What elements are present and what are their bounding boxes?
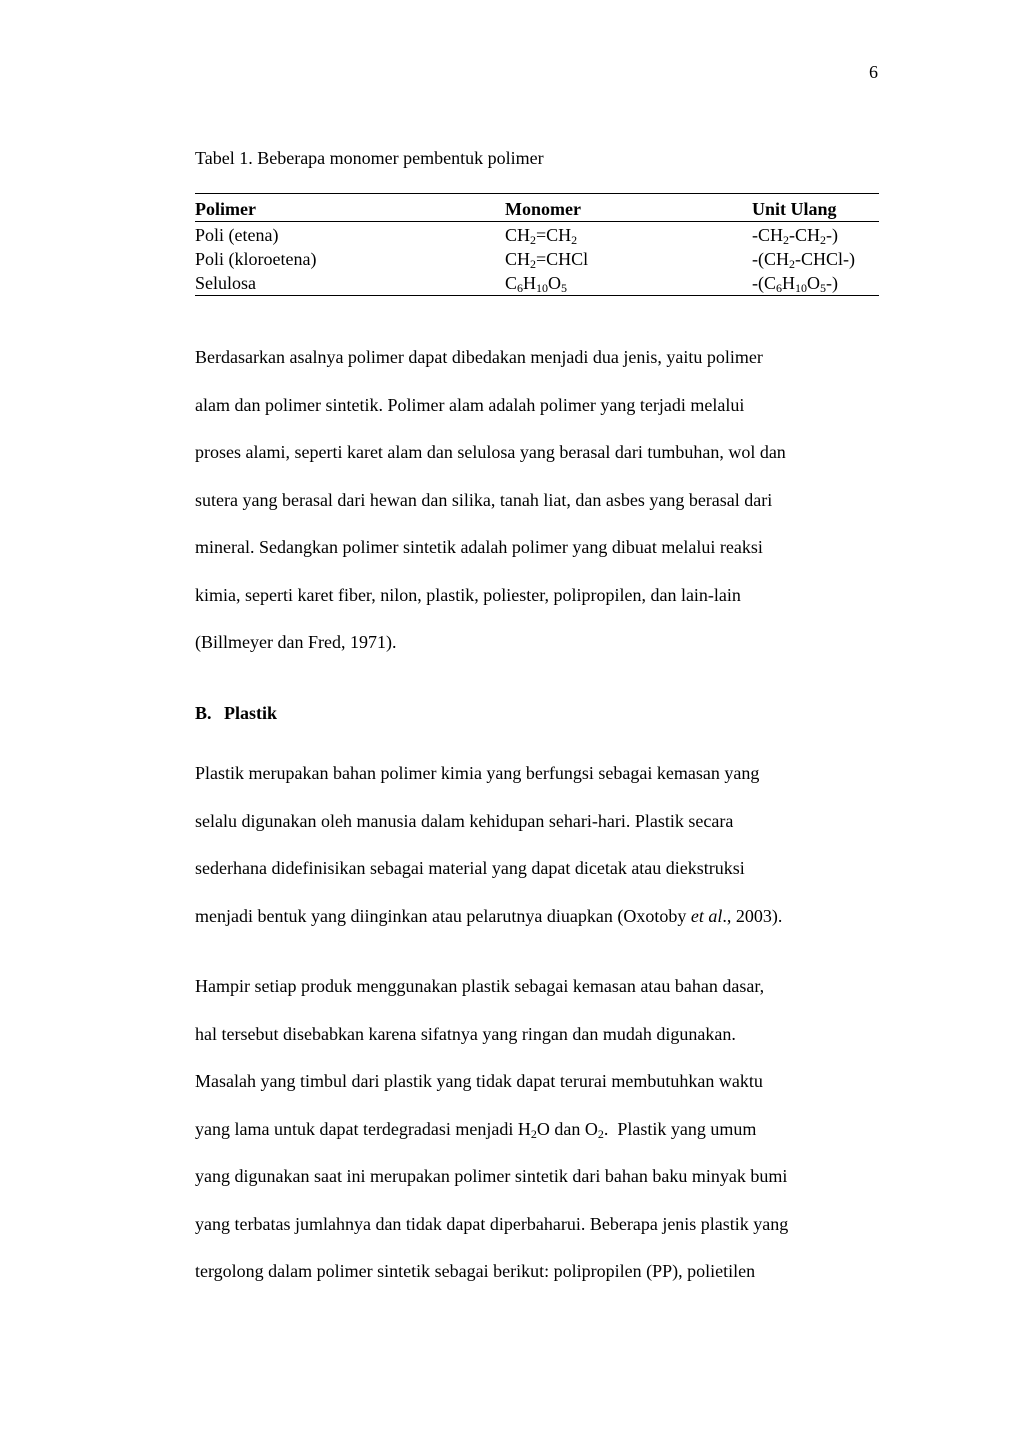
monomer-table: [195, 193, 879, 296]
paragraph-plastik-produk: [195, 975, 885, 1308]
table-row: [195, 271, 879, 296]
paragraph-line: yang terbatas jumlahnya dan tidak dapat diperbaharui. Beberapa jenis plastik yang: [195, 1213, 789, 1234]
paragraph-polimer-asal: [195, 346, 885, 679]
cell-unit-ulang: $-(CH_2-CHCl-)$: [752, 249, 855, 271]
paragraph-plastik-definisi: [195, 762, 885, 952]
header-unit-ulang: Unit Ulang: [752, 199, 837, 219]
paragraph-line: tergolong dalam polimer sintetik sebagai berikut: polipropilen (PP), polietilen: [195, 1261, 756, 1281]
header-polimer: Polimer: [195, 199, 256, 219]
paragraph-line: sutera yang berasal dari hewan dan silika, tanah liat, dan asbes yang berasal dari: [195, 489, 773, 510]
italic-et-al: et al: [690, 905, 723, 926]
section-heading: [195, 703, 277, 724]
cell-unit-ulang: $-CH_2-CH_2-$): [752, 225, 838, 247]
table-header-row: [195, 194, 879, 222]
table-row: [195, 222, 879, 248]
paragraph-line: Berdasarkan asalnya polimer dapat dibedakan menjadi dua jenis, yaitu polimer: [195, 347, 763, 367]
paragraph-line: sederhana didefinisikan sebagai material yang dapat dicetak atau diekstruksi: [195, 858, 745, 878]
paragraph-line: yang digunakan saat ini merupakan polimer sintetik dari bahan baku minyak bumi: [195, 1166, 788, 1186]
paragraph-line: (Billmeyer dan Fred, 1971).: [195, 632, 397, 652]
cell-polimer: Poli (kloroetena): [195, 249, 317, 269]
page-number: 6: [869, 62, 878, 82]
paragraph-line: Masalah yang timbul dari plastik yang tidak dapat terurai membutuhkan waktu: [195, 1071, 763, 1091]
table-row: [195, 247, 879, 271]
cell-unit-ulang: $-(C_6H_{10}O_5-)$: [752, 273, 838, 295]
paragraph-line: proses alami, seperti karet alam dan selulosa yang berasal dari tumbuhan, wol dan: [195, 442, 786, 462]
paragraph-line: menjadi bentuk yang diinginkan atau pelarutnya diuapkan (Oxotoby et al., 2003).: [195, 905, 783, 926]
table-caption: Tabel 1. Beberapa monomer pembentuk polimer: [195, 148, 544, 168]
paragraph-line: Plastik merupakan bahan polimer kimia yang berfungsi sebagai kemasan yang: [195, 763, 760, 783]
paragraph-line: hal tersebut disebabkan karena sifatnya yang ringan dan mudah digunakan.: [195, 1023, 736, 1044]
paragraph-line: kimia, seperti karet fiber, nilon, plastik, poliester, polipropilen, dan lain-lain: [195, 584, 741, 605]
header-monomer: Monomer: [505, 199, 581, 219]
paragraph-line: Hampir setiap produk menggunakan plastik sebagai kemasan atau bahan dasar,: [195, 976, 765, 996]
section-number: B.: [195, 703, 212, 723]
paragraph-line: yang lama untuk dapat terdegradasi menjadi $H_2O$ dan $O_2$. Plastik yang umum: [195, 1118, 757, 1141]
paragraph-line: selalu digunakan oleh manusia dalam kehidupan sehari-hari. Plastik secara: [195, 810, 734, 831]
cell-polimer: Selulosa: [195, 273, 256, 293]
cell-monomer: $CH_2=CHCl$: [505, 249, 589, 271]
paragraph-line: mineral. Sedangkan polimer sintetik adalah polimer yang dibuat melalui reaksi: [195, 537, 763, 557]
paragraph-line: alam dan polimer sintetik. Polimer alam adalah polimer yang terjadi melalui: [195, 394, 745, 415]
cell-monomer: $CH_2=CH_2$: [505, 225, 578, 247]
cell-monomer: $C_6H_{10}O_5$: [505, 273, 568, 295]
section-title: Plastik: [224, 703, 278, 723]
cell-polimer: Poli (etena): [195, 225, 279, 245]
